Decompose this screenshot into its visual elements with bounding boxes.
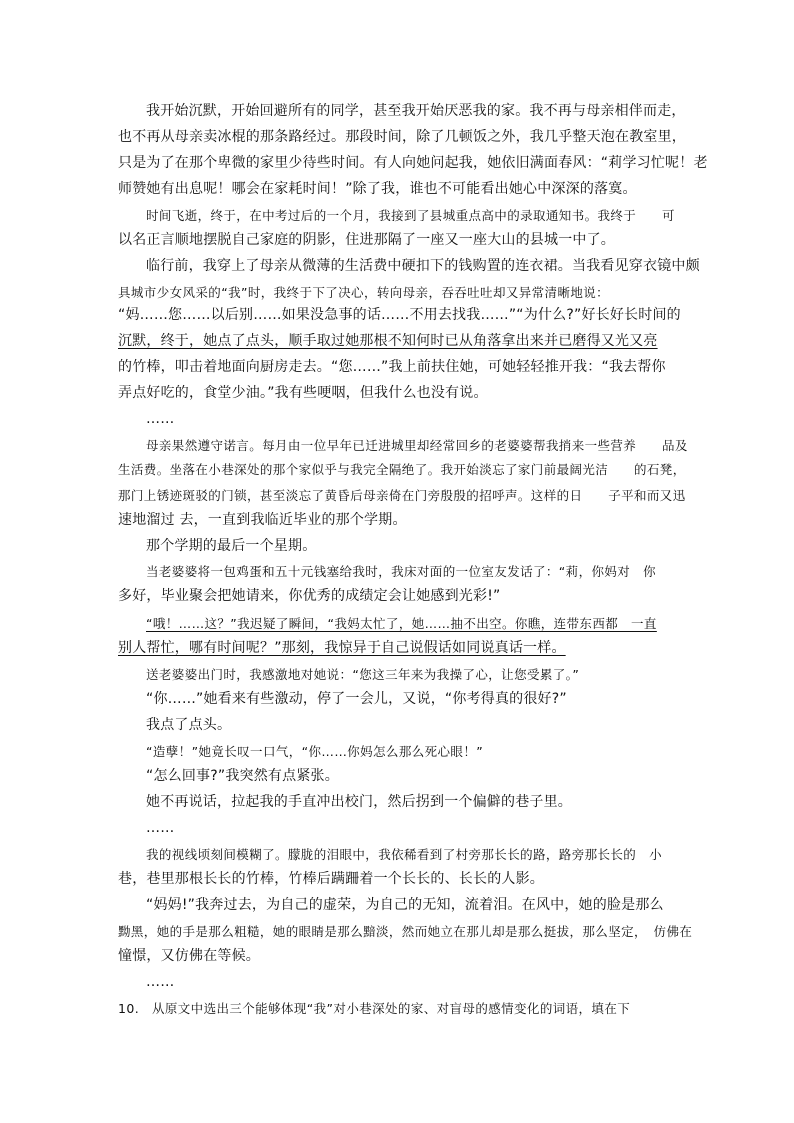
paragraph-line: 只是为了在那个卑微的家里少待些时间。有人向她问起我，她依旧满面春风：“莉学习忙呢！老: [118, 155, 708, 171]
paragraph-line: 我点了点头。: [146, 717, 232, 733]
paragraph-line: “怎么回事?”我突然有点紧张。: [146, 768, 339, 784]
paragraph-line: 那门上锈迹斑驳的门锁，甚至淡忘了黄昏后母亲倚在门旁殷殷的招呼声。这样的日 子平和而又迅: [118, 488, 686, 503]
paragraph-line: 那个学期的最后一个星期。: [146, 538, 317, 554]
paragraph-line: 速地溜过 去，一直到我临近毕业的那个学期。: [118, 512, 407, 528]
paragraph-line: “妈……您……以后别……如果没急事的话……不用去找我……”“为什么?”好长好长时间的: [118, 307, 681, 323]
paragraph-line: 憧憬，又仿佛在等候。: [118, 948, 260, 964]
paragraph-line: 的竹棒，叩击着地面向厨房走去。“您……”我上前扶住她，可她轻轻推开我：“我去帮你: [118, 359, 666, 375]
underlined-line: “哦！……这？”我迟疑了瞬间，“我妈太忙了，她……抽不出空。你瞧，连带东西都 一直: [146, 616, 657, 631]
paragraph-line: 我的视线顷刻间模糊了。朦胧的泪眼中，我依稀看到了村旁那长长的路，路旁那长长的 小: [146, 847, 663, 862]
paragraph-line: 她不再说话，拉起我的手直冲出校门，然后拐到一个偏僻的巷子里。: [146, 794, 572, 810]
ellipsis: ……: [146, 820, 175, 836]
paragraph-line: 巷，巷里那根长长的竹棒，竹棒后蹒跚着一个长长的、长长的人影。: [118, 871, 544, 887]
paragraph-line: 时间飞逝，终于，在中考过后的一个月，我接到了县城重点高中的录取通知书。我终于 可: [146, 208, 675, 223]
paragraph-line: 生活费。坐落在小巷深处的那个家似乎与我完全隔绝了。我开始淡忘了家门前最阔光洁 的石凳，: [118, 462, 686, 477]
paragraph-line: 多好，毕业聚会把她请来，你优秀的成绩定会让她感到光彩!”: [118, 588, 501, 604]
paragraph-line: 弄点好吃的，食堂少油。”我有些哽咽，但我什么也没有说。: [118, 385, 488, 401]
paragraph-line: “造孽！”她竟长叹一口气，“你……你妈怎么那么死心眼！”: [146, 744, 484, 759]
paragraph-line: 也不再从母亲卖冰棍的那条路经过。那段时间，除了几顿饭之外，我几乎整天泡在教室里，: [118, 129, 686, 145]
ellipsis: ……: [146, 411, 175, 427]
paragraph-line: 临行前，我穿上了母亲从微薄的生活费中硬扣下的钱购置的连衣裙。当我看见穿衣镜中颇: [146, 258, 700, 274]
paragraph-line: 送老婆婆出门时，我感激地对她说：“您这三年来为我操了心，让您受累了。”: [146, 667, 580, 682]
paragraph-line: 黝黑，她的手是那么粗糙，她的眼睛是那么黯淡，然而她立在那儿却是那么挺拔，那么坚定， 仿佛在: [118, 924, 693, 939]
underlined-line: 沉默，终于，她点了点头，顺手取过她那根不知何时已从角落拿出来并已磨得又光又亮: [118, 333, 658, 349]
question-line: 10. 从原文中选出三个能够体现“我”对小巷深处的家、对盲母的感情变化的词语，填在下: [118, 1001, 631, 1016]
paragraph-line: 母亲果然遵守诺言。每月由一位早年已迁进城里却经常回乡的老婆婆帮我捎来一些营养 品及: [146, 438, 688, 453]
paragraph-line: “你……”她看来有些激动，停了一会儿，又说，“你考得真的很好?”: [146, 691, 567, 707]
underlined-line: 别人帮忙，哪有时间呢？”那刻，我惊异于自己说假话如同说真话一样。: [118, 640, 566, 656]
paragraph-line: 师赞她有出息呢！哪会在家耗时间！”除了我，谁也不可能看出她心中深深的落寞。: [118, 181, 637, 197]
paragraph-line: 具城市少女风采的“我”时，我终于下了决心，转向母亲，吞吞吐吐却又异常清晰地说：: [118, 285, 610, 300]
paragraph-line: 当老婆婆将一包鸡蛋和五十元钱塞给我时，我床对面的一位室友发话了：“莉，你妈对 你: [146, 564, 656, 579]
paragraph-line: 我开始沉默，开始回避所有的同学，甚至我开始厌恶我的家。我不再与母亲相伴而走，: [146, 103, 686, 119]
paragraph-line: 以名正言顺地摆脱自己家庭的阴影，住进那隔了一座又一座大山的县城一中了。: [118, 232, 615, 248]
ellipsis: ……: [146, 974, 175, 990]
paragraph-line: “妈妈!”我奔过去，为自己的虚荣，为自己的无知，流着泪。在风中，她的脸是那么: [146, 897, 664, 913]
